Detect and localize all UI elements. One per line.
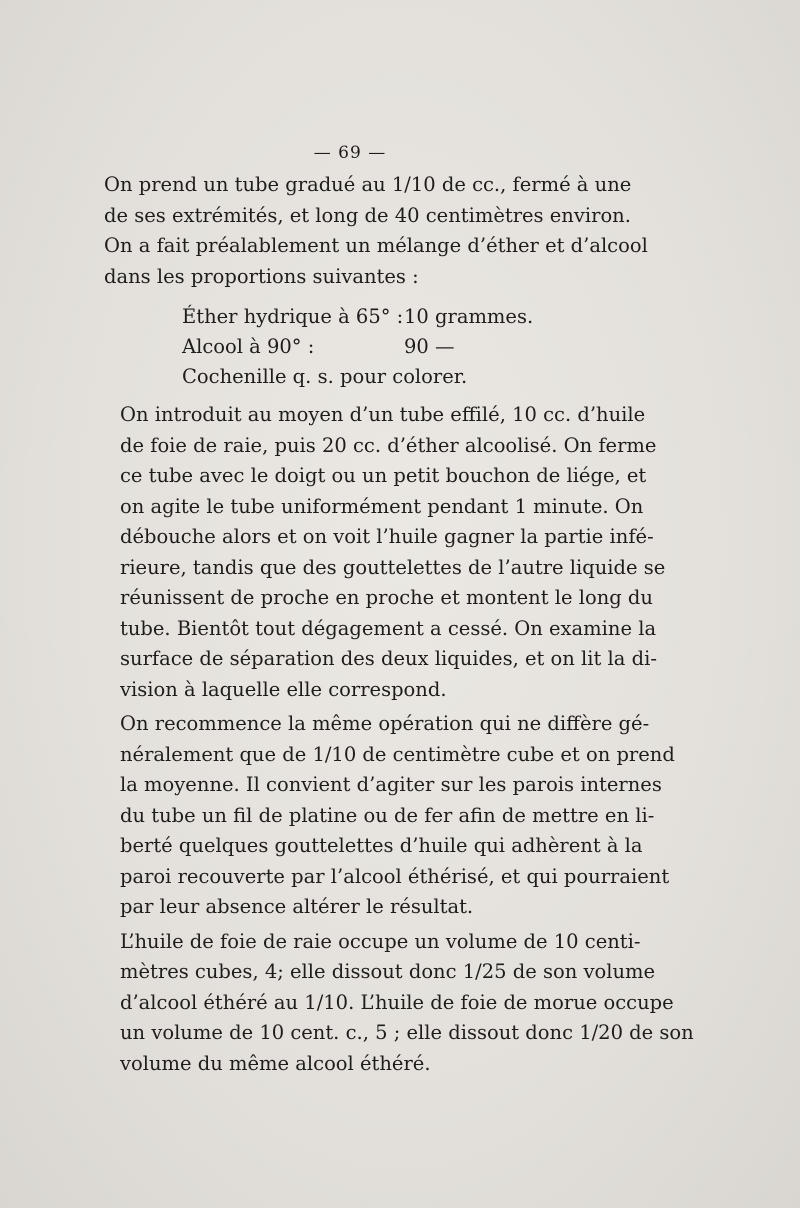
text-line: On recommence la même opération qui ne diffère gé- [120,712,650,735]
text-line: de foie de raie, puis 20 cc. d’éther alcoolisé. On ferme [120,433,657,457]
recipe-note: Cochenille q. s. pour colorer. [182,365,468,388]
text-line: berté quelques gouttelettes d’huile qui adhèrent à la [120,834,643,857]
text-line: dans les proportions suivantes : [104,264,419,288]
recipe-ingredient: Éther hydrique à 65° : [182,305,404,328]
paragraph-3 [104,709,675,923]
text-line: on agite le tube uniformément pendant 1 minute. On [120,494,644,518]
paragraph-2 [104,400,666,705]
text-line: du tube un fil de platine ou de fer afin de mettre en li- [120,803,655,827]
text-line: tube. Bientôt tout dégagement a cessé. On examine la [120,616,657,640]
text-line: paroi recouverte par l’alcool éthérisé, et qui pourraient [120,864,670,888]
text-line: On prend un tube gradué au 1/10 de cc., fermé à une [104,173,632,196]
text-line: ce tube avec le doigt ou un petit bouchon de liége, et [120,464,647,487]
text-line: réunissent de proche en proche et montent le long du [120,586,653,609]
text-line: débouche alors et on voit l’huile gagner la partie infé- [120,525,654,548]
recipe-quantity: 10 grammes. [404,305,534,328]
paragraph-1 [104,170,648,292]
recipe-quantity: 90 — [404,335,455,358]
text-line: L’huile de foie de raie occupe un volume de 10 centi- [120,929,641,953]
text-line: la moyenne. Il convient d’agiter sur les parois internes [120,773,662,796]
paragraph-4 [104,927,694,1080]
recipe-row [182,332,596,362]
text-line: volume du même alcool éthéré. [120,1051,431,1075]
recipe-ingredient: Alcool à 90° : [182,335,315,358]
recipe-block [182,302,596,392]
text-line: rieure, tandis que des gouttelettes de l’autre liquide se [120,555,666,579]
text-line: un volume de 10 cent. c., 5 ; elle dissout donc 1/20 de son [120,1021,694,1044]
text-line: par leur absence altérer le résultat. [120,895,474,918]
text-line: mètres cubes, 4; elle dissout donc 1/25 de son volume [120,960,656,983]
text-line: On introduit au moyen d’un tube effilé, 10 cc. d’huile [120,403,646,426]
text-line: On a fait préalablement un mélange d’éther et d’alcool [104,234,648,257]
page-number: — 69 — [313,143,387,163]
text-line: néralement que de 1/10 de centimètre cube et on prend [120,742,675,766]
body-text [104,170,694,1079]
text-line: d’alcool éthéré au 1/10. L’huile de foie de morue occupe [120,990,674,1014]
text-line: vision à laquelle elle correspond. [120,677,447,701]
text-line: de ses extrémités, et long de 40 centimètres environ. [104,203,631,227]
recipe-row [182,302,596,332]
text-line: surface de séparation des deux liquides, et on lit la di- [120,647,657,670]
